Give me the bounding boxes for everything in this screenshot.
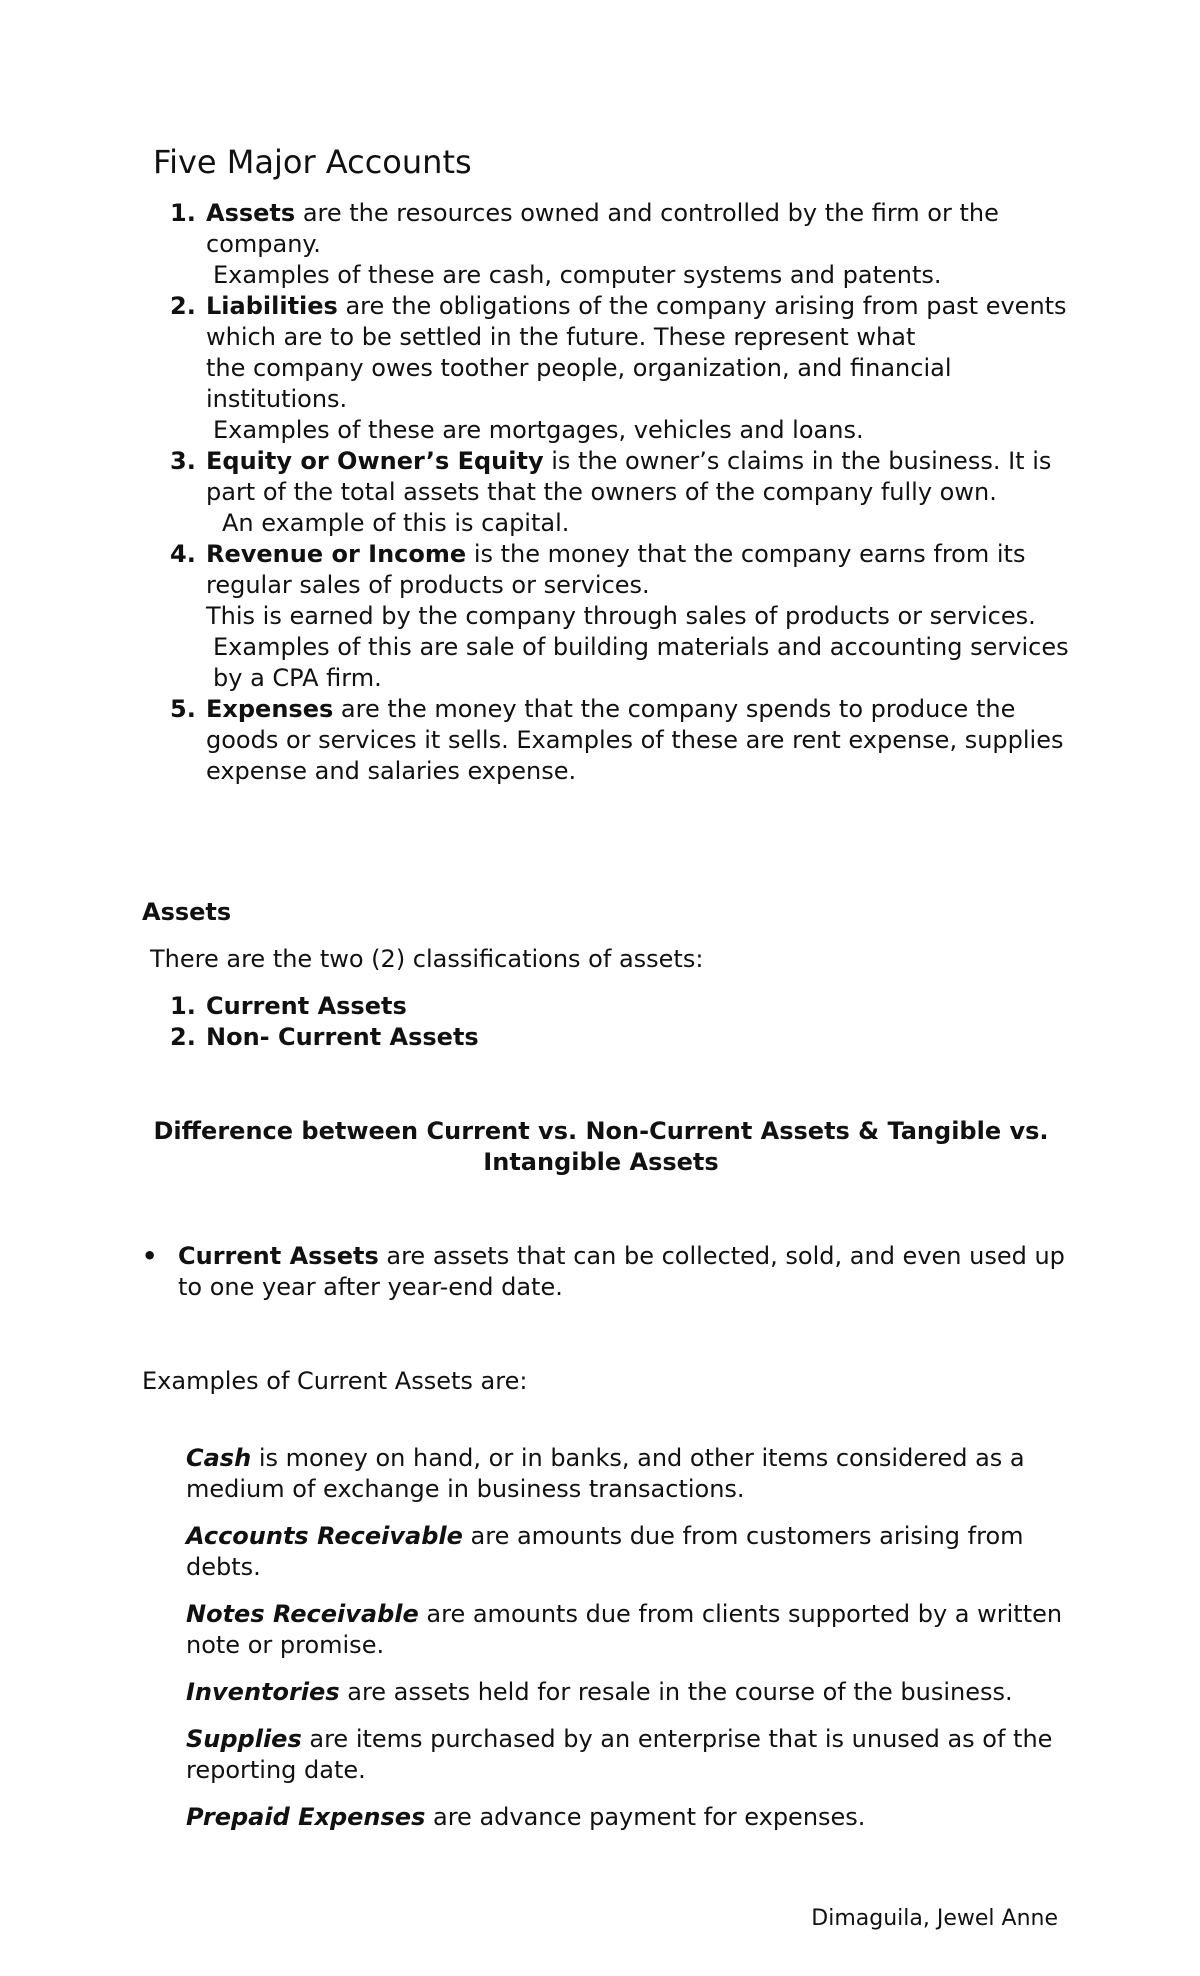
- item-number: 1.: [170, 199, 196, 227]
- term: Notes Receivable: [186, 1600, 419, 1628]
- definition: are advance payment for expenses.: [425, 1803, 866, 1831]
- term: Equity or Owner’s Equity: [206, 447, 544, 475]
- text-line: the company owes toother people, organization, and financial: [206, 354, 952, 382]
- term: Current Assets: [178, 1242, 379, 1270]
- definition: are items purchased by an enterprise that is unused as of the: [301, 1725, 1053, 1753]
- heading-line: Difference between Current vs. Non-Current Assets & Tangible vs.: [153, 1117, 1049, 1145]
- list-item: Current Assets: [206, 992, 407, 1020]
- term: Accounts Receivable: [186, 1522, 463, 1550]
- text-line: company.: [206, 230, 321, 258]
- text-line: part of the total assets that the owners of the company fully own.: [206, 478, 997, 506]
- text-line: regular sales of products or services.: [206, 571, 650, 599]
- term: Supplies: [186, 1725, 302, 1753]
- section-intro: There are the two (2) classifications of assets:: [150, 945, 704, 973]
- term: Prepaid Expenses: [186, 1803, 426, 1831]
- example-line: Examples of this are sale of building materials and accounting services: [213, 633, 1069, 661]
- list-item: Non- Current Assets: [206, 1023, 479, 1051]
- definition: are the obligations of the company arising from past events: [337, 292, 1067, 320]
- text-line: institutions.: [206, 385, 348, 413]
- text-line: reporting date.: [186, 1756, 366, 1784]
- page-title: Five Major Accounts: [153, 143, 472, 181]
- text-line: goods or services it sells. Examples of these are rent expense, supplies: [206, 726, 1064, 754]
- text-line: This is earned by the company through sales of products or services.: [206, 602, 1036, 630]
- term: Liabilities: [206, 292, 338, 320]
- list-item: [186, 1677, 1013, 1708]
- item-number: 2.: [170, 292, 196, 320]
- author-footer: Dimaguila, Jewel Anne: [811, 1906, 1058, 1931]
- text-line: debts.: [186, 1553, 261, 1581]
- term: Cash: [186, 1444, 252, 1472]
- item-number: 4.: [170, 540, 196, 568]
- term: Assets: [206, 199, 296, 227]
- current-assets-definition: [178, 1241, 1065, 1303]
- item-number: 5.: [170, 695, 196, 723]
- text-line: to one year after year-end date.: [178, 1273, 563, 1301]
- heading-line: Intangible Assets: [483, 1148, 719, 1176]
- term: Expenses: [206, 695, 334, 723]
- example-line: by a CPA firm.: [213, 664, 382, 692]
- bullet-icon: •: [142, 1242, 158, 1270]
- example-line: Examples of these are mortgages, vehicles and loans.: [213, 416, 864, 444]
- definition: is the owner’s claims in the business. It is: [543, 447, 1052, 475]
- list-item: [186, 1599, 1062, 1661]
- list-item: [186, 1724, 1052, 1786]
- item-number: 3.: [170, 447, 196, 475]
- item-number: 2.: [170, 1023, 196, 1051]
- definition: are assets held for resale in the course of the business.: [339, 1678, 1013, 1706]
- definition: are amounts due from clients supported by a written: [418, 1600, 1063, 1628]
- text-line: expense and salaries expense.: [206, 757, 577, 785]
- term: Inventories: [186, 1678, 340, 1706]
- text-line: which are to be settled in the future. These represent what: [206, 323, 916, 351]
- text-line: medium of exchange in business transactions.: [186, 1475, 745, 1503]
- term: Revenue or Income: [206, 540, 467, 568]
- definition: are amounts due from customers arising from: [462, 1522, 1024, 1550]
- item-number: 1.: [170, 992, 196, 1020]
- list-item: [186, 1443, 1025, 1505]
- list-item: [186, 1802, 865, 1833]
- difference-heading: [142, 1116, 1060, 1178]
- example-line: Examples of these are cash, computer systems and patents.: [213, 261, 942, 289]
- example-line: An example of this is capital.: [222, 509, 570, 537]
- examples-heading: Examples of Current Assets are:: [142, 1367, 528, 1395]
- definition: are the resources owned and controlled by the firm or the: [295, 199, 999, 227]
- definition: is the money that the company earns from its: [466, 540, 1026, 568]
- text-line: note or promise.: [186, 1631, 385, 1659]
- section-heading: Assets: [142, 898, 232, 926]
- definition: is money on hand, or in banks, and other items considered as a: [251, 1444, 1025, 1472]
- definition: are the money that the company spends to produce the: [333, 695, 1016, 723]
- list-item: [186, 1521, 1024, 1583]
- definition: are assets that can be collected, sold, and even used up: [378, 1242, 1065, 1270]
